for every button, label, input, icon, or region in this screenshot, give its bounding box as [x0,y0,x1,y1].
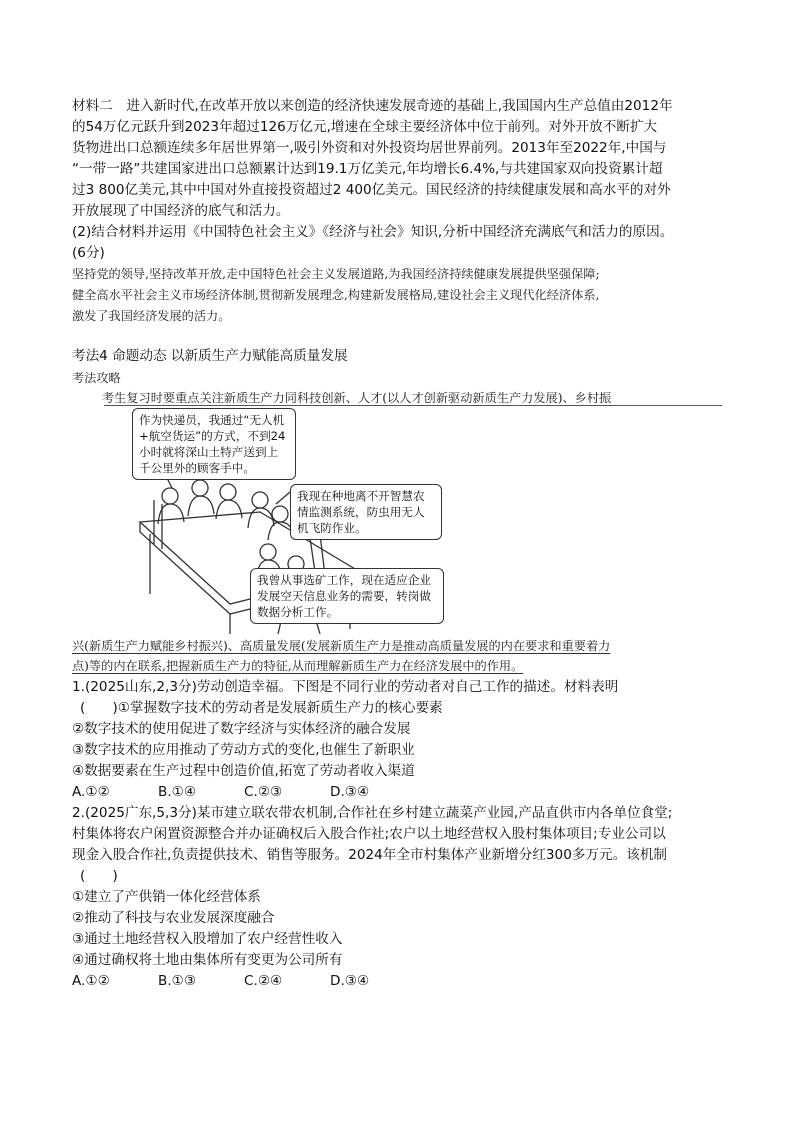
material-line: “一带一路”共建国家进出口总额累计达到19.1万亿美元,年均增长6.4%,与共建国家双向投资累计超 [72,161,663,177]
material-line: 过3 800亿美元,其中中国对外直接投资超过2 400亿美元。国民经济的持续健康发展和高水平的对外 [72,182,671,198]
material-line: 开放展现了中国经济的底气和活力。 [72,203,290,219]
q1-stem: 1.(2025山东,2,3分)劳动创造幸福。下图是不同行业的劳动者对自己工作的描述。材料表明 [72,679,619,695]
answer-line: 激发了我国经济发展的活力。 [72,309,231,323]
q2-stem: 2.(2025广东,5,3分)某市建立联农带农机制,合作社在乡村建立蔬菜产业园,产品直供市内各单位食堂; [72,805,673,821]
speech-bubble-courier: 作为快递员，我通过“无人机+航空货运”的方式，不到24小时就将深山土特产送到上千公里外的顾客手中。 [132,408,296,480]
q1-option-c[interactable]: C.②③ [244,784,283,800]
material-line: 货物进出口总额连续多年居世界第一,吸引外资和对外投资均居世界前列。2013年至2022年,中国与 [72,140,667,156]
q1-option-a[interactable]: A.①② [72,784,110,800]
q1-option-b[interactable]: B.①④ [158,784,197,800]
question-2-prompt: (2)结合材料并运用《中国特色社会主义》《经济与社会》知识,分析中国经济充满底气和活力的原因。 [72,224,674,240]
q2-item: ①建立了产供销一体化经营体系 [72,889,261,905]
q2-item: ②推动了科技与农业发展深度融合 [72,910,275,926]
q1-blank-and-item1: ( )①掌握数字技术的劳动者是发展新质生产力的核心要素 [80,700,443,716]
q2-option-b[interactable]: B.①③ [158,973,197,989]
q2-item: ④通过确权将土地由集体所有变更为公司所有 [72,952,343,968]
answer-line: 坚持党的领导,坚持改革开放,走中国特色社会主义发展道路,为我国经济持续健康发展提供坚强保障; [72,267,600,281]
material-line: 的54万亿元跃升到2023年超过126万亿元,增速在全球主要经济体中位于前列。对外开放不断扩大 [72,119,658,135]
q1-item: ③数字技术的应用推动了劳动方式的变化,也催生了新职业 [72,742,415,758]
strategy-line: 考生复习时要重点关注新质生产力同科技创新、人才(以人才创新驱动新质生产力发展)、乡村振 [102,391,612,405]
q2-blank: ( ) [80,868,118,884]
speech-bubble-farmer: 我现在种地离不开智慧农情监测系统，防虫用无人机飞防作业。 [290,484,442,540]
question-2-score: (6分) [72,245,105,261]
q1-item: ②数字技术的使用促进了数字经济与实体经济的融合发展 [72,721,411,737]
q2-stem: 现金入股合作社,负责提供技术、销售等服务。2024年全市村集体产业新增分红300多万元。该机制 [72,847,668,863]
q2-stem: 村集体将农户闲置资源整合并办证确权后入股合作社;农户以土地经营权入股村集体项目;专业公司以 [72,826,666,842]
q2-options [72,971,416,991]
q1-options [72,782,416,802]
q2-option-d[interactable]: D.③④ [330,973,370,989]
q1-item: ④数据要素在生产过程中创造价值,拓宽了劳动者收入渠道 [72,763,415,779]
q2-option-c[interactable]: C.②④ [244,973,283,989]
q2-item: ③通过土地经营权入股增加了农户经营性收入 [72,931,343,947]
workers-illustration [110,404,440,634]
strategy-label: 考法攻略 [72,371,121,385]
speech-bubble-data-analyst: 我曾从事选矿工作，现在适应企业发展空天信息业务的需要，转岗做数据分析工作。 [250,568,444,624]
material-line: 材料二 进入新时代,在改革开放以来创造的经济快速发展奇迹的基础上,我国国内生产总值由2012年 [72,98,673,114]
section-title: 考法4 命题动态 以新质生产力赋能高质量发展 [72,348,348,364]
strategy-line: 点)等的内在联系,把握新质生产力的特征,从而理解新质生产力在经济发展中的作用。 [72,659,524,673]
q1-option-d[interactable]: D.③④ [330,784,370,800]
answer-line: 健全高水平社会主义市场经济体制,贯彻新发展理念,构建新发展格局,建设社会主义现代化经济体系, [72,288,600,302]
strategy-line: 兴(新质生产力赋能乡村振兴)、高质量发展(发展新质生产力是推动高质量发展的内在要求和重要着力 [72,639,611,653]
q2-option-a[interactable]: A.①② [72,973,110,989]
